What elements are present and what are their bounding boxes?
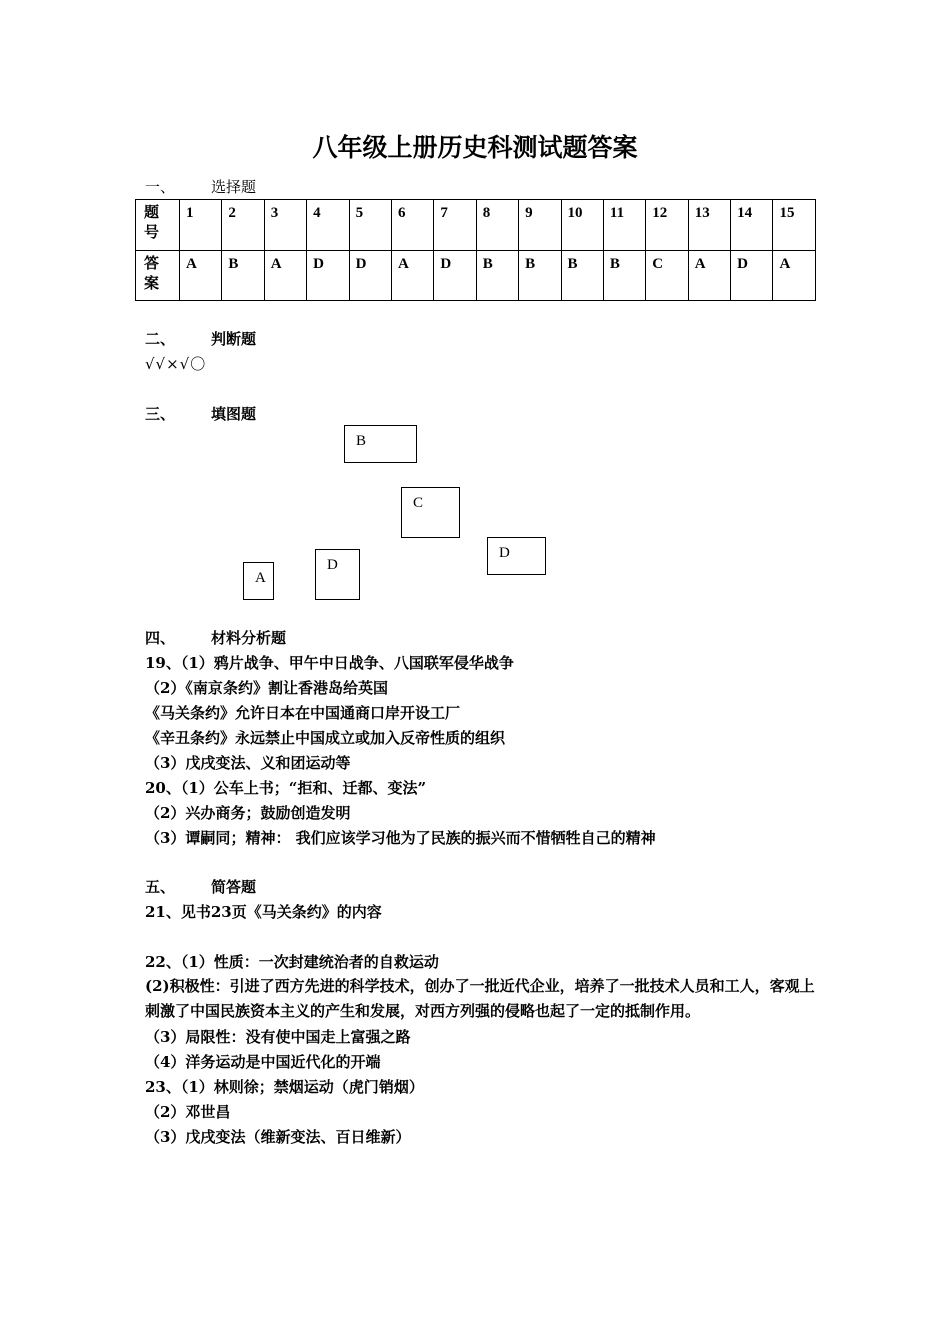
table-cell: A [391, 250, 433, 301]
table-cell: A [773, 250, 816, 301]
map-label-box-d-east: D [487, 537, 546, 575]
table-cell: 3 [264, 200, 306, 251]
table-cell: 8 [476, 200, 518, 251]
section-label: 简答题 [211, 878, 257, 896]
answer-line: （3）局限性：没有使中国走上富强之路 [145, 1028, 411, 1046]
answer-line: 21、见书23页《马关条约》的内容 [145, 903, 382, 921]
table-cell: 10 [561, 200, 603, 251]
table-cell: 1 [180, 200, 222, 251]
table-row-answers [136, 250, 816, 301]
section-label: 材料分析题 [211, 629, 287, 647]
table-cell: D [349, 250, 391, 301]
answer-line: （2）邓世昌 [145, 1103, 231, 1121]
section-label: 判断题 [211, 330, 257, 348]
answer-line: （3）戊戌变法、义和团运动等 [145, 754, 351, 772]
table-cell: A [180, 250, 222, 301]
answer-line: 22、（1）性质：一次封建统治者的自救运动 [145, 953, 439, 971]
section-heading-judgement [145, 329, 256, 349]
table-cell: 14 [731, 200, 773, 251]
section-number: 五、 [145, 878, 176, 896]
table-cell: B [222, 250, 264, 301]
section-heading-choice [145, 177, 256, 197]
map-label-box-b: B [344, 425, 417, 463]
answer-line: （4）洋务运动是中国近代化的开端 [145, 1053, 381, 1071]
section-heading-short-answer [145, 877, 256, 897]
table-cell: 11 [603, 200, 645, 251]
answer-line: （3）戊戌变法（维新变法、百日维新） [145, 1128, 411, 1146]
table-cell: D [434, 250, 476, 301]
row-header-answer: 答案 [136, 250, 180, 301]
table-cell: B [603, 250, 645, 301]
judgement-answers: √√×√〇 [145, 355, 207, 373]
section-number: 四、 [145, 629, 176, 647]
answer-paragraph: (2)积极性：引进了西方先进的科学技术，创办了一批近代企业，培养了一批技术人员和工人，客观上刺激了中国民族资本主义的产生和发展，对西方列强的侵略也起了一定的抵制作用。 [145, 977, 815, 1020]
table-cell: 15 [773, 200, 816, 251]
table-cell: 7 [434, 200, 476, 251]
section-number: 二、 [145, 330, 176, 348]
table-cell: 13 [688, 200, 730, 251]
section-label: 填图题 [211, 405, 257, 423]
table-cell: A [688, 250, 730, 301]
answer-line: （3）谭嗣同；精神： 我们应该学习他为了民族的振兴而不惜牺牲自己的精神 [145, 829, 656, 847]
table-cell: 6 [391, 200, 433, 251]
table-cell: C [646, 250, 688, 301]
section-heading-analysis [145, 628, 286, 648]
table-cell: D [307, 250, 349, 301]
section-number: 一、 [145, 178, 176, 196]
table-cell: B [476, 250, 518, 301]
table-cell: 4 [307, 200, 349, 251]
map-label-box-d-west: D [315, 549, 360, 600]
answer-line: 《辛丑条约》永远禁止中国成立或加入反帝性质的组织 [145, 729, 506, 747]
table-cell: D [731, 250, 773, 301]
answer-line: 20、（1）公车上书；“拒和、迁都、变法” [145, 779, 427, 797]
answer-line: （2）兴办商务；鼓励创造发明 [145, 804, 351, 822]
map-label-box-a: A [243, 562, 274, 600]
table-cell: B [561, 250, 603, 301]
table-cell: 12 [646, 200, 688, 251]
table-cell: A [264, 250, 306, 301]
section-number: 三、 [145, 405, 176, 423]
table-cell: B [519, 250, 561, 301]
answer-line: 19、（1）鸦片战争、甲午中日战争、八国联军侵华战争 [145, 654, 514, 672]
page-title: 八年级上册历史科测试题答案 [312, 133, 638, 162]
section-label: 选择题 [211, 178, 257, 196]
table-row-numbers [136, 200, 816, 251]
answer-line: 23、（1）林则徐；禁烟运动（虎门销烟） [145, 1078, 424, 1096]
row-header-number: 题号 [136, 200, 180, 251]
table-cell: 5 [349, 200, 391, 251]
map-label-box-c: C [401, 487, 460, 538]
answer-line: 《马关条约》允许日本在中国通商口岸开设工厂 [145, 704, 461, 722]
section-heading-map [145, 404, 256, 424]
table-cell: 9 [519, 200, 561, 251]
table-cell: 2 [222, 200, 264, 251]
answer-line: （2）《南京条约》割让香港岛给英国 [145, 679, 388, 697]
answers-table [135, 199, 816, 301]
